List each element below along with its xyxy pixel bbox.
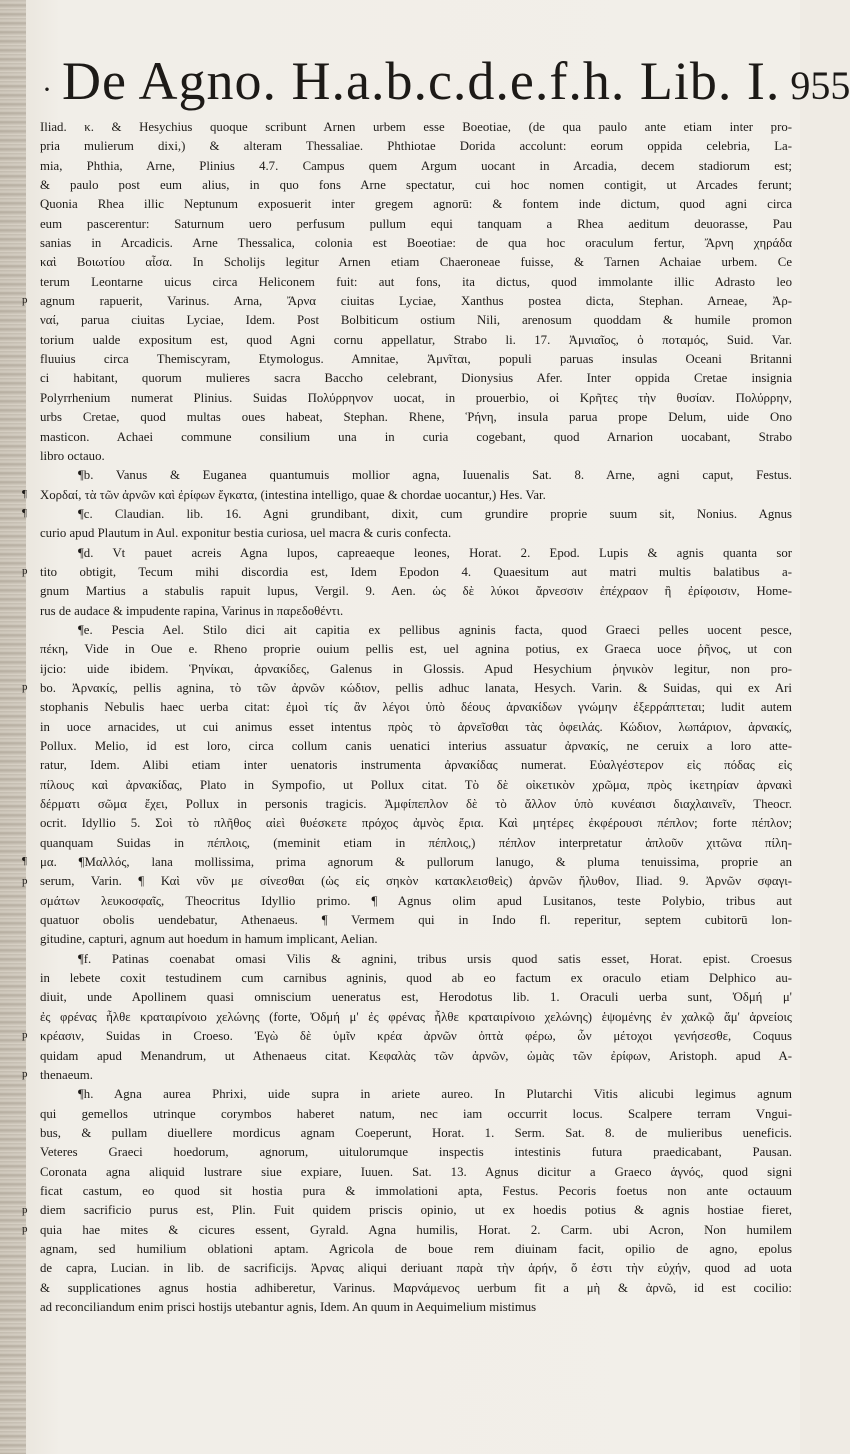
margin-mark: p xyxy=(22,565,28,578)
text-line: ¶d. Vt pauet acreis Agna lupos, capreaeque leones, Horat. 2. Epod. Lupis & agnis quanta sor xyxy=(78,545,792,560)
margin-mark: p xyxy=(22,1029,28,1042)
text-line: terum Leontarne uicus circa Heliconem fuit: aut fons, ita dictus, quod immolante illic Adrasto leo xyxy=(40,274,792,289)
text-line: diuit, unde Apollinem quasi omniscium ueneratus est, Herodotus lib. 1. Oraculi uerba sunt, Ὀδμή μ' xyxy=(40,990,792,1005)
text-line: stophanis Nebulis haec uerba citat: ἐμοὶ τίς ἂν λέγοι ὑπὸ δέους ἀρνακίδων γνώμην ἐξερράπτεται; ludit autem xyxy=(40,700,792,715)
text-line: πίλους καὶ ἀρνακίδας, Plato in Sympofio, ut Pollux citat. Τὸ δὲ οἰκετικὸν χρῶμα, πρὸς ἱκετηρίαν ἀρνακὶ xyxy=(40,777,792,792)
header-dot: · xyxy=(42,73,52,106)
text-line: σμάτων λευκοσφαῖς, Theocritus Idyllio primo. ¶ Agnus olim apud Lusitanos, teste Polybio, tribus aut xyxy=(40,893,792,908)
margin-mark: p xyxy=(22,1222,28,1235)
text-line: Χορδαί, τὰ τῶν ἀρνῶν καὶ ἐρίφων ἔγκατα, (intestina intelligo, quae & chordae uocantur,) Hes. Var. xyxy=(40,487,546,502)
text-line: ¶c. Claudian. lib. 16. Agni grundibant, dixit, cum grundire proprie suum sit, Nonius. Agnus xyxy=(78,506,792,521)
text-line: in lebete coxit testudinem cum carnibus agninis, quod ab eo factum ex oraculo etiam Delphico au- xyxy=(40,971,792,986)
text-line: Veteres Graeci hoedorum, agnorum, uitulorumque inspectis intestinis futura praedicabant, Pausan. xyxy=(40,1145,792,1160)
text-line: qui gemellos utrinque corymbos haberet natum, nec iam occurrit locus. Scalpere terram Vngui- xyxy=(40,1106,792,1121)
margin-mark: p xyxy=(22,1203,28,1216)
text-line: Pollux. Melio, id est loro, circa collum canis uenatici interius assuatur ἀρνακίς, ne ceruix a loro atte- xyxy=(40,739,792,753)
text-line: ci habitant, quorum mulieres sacra Baccho celebrant, Dionysius Afer. Inter oppida Cretae insignia xyxy=(40,371,792,386)
margin-marks xyxy=(22,118,40,1438)
text-line: serum, Varin. ¶ Καὶ νῦν με σίνεσθαι (ὡς εἰς σηκὸν κατακλεισθεὶς) ἀρνῶν ἤλυθον, Iliad. 9. Ἀρνῶν σφαγι- xyxy=(40,874,792,889)
margin-mark: p xyxy=(22,294,28,307)
text-line: Coronata agna aliquid lustrare siue expiare, Iuuen. Sat. 13. Agnus dicitur a Graeco ἁγνός, quod signi xyxy=(40,1164,792,1179)
text-line: masticon. Achaei commune consilium una in curia cogebant, quod Arnarion uocabant, Strabo xyxy=(40,429,792,444)
text-line: sanias in Arcadicis. Arne Thessalica, colonia est Boeotiae: de qua hoc oraculum fertur, Ἄρνη χηράδα xyxy=(40,236,792,251)
text-line: tito obtigit, Tecum mihi discordia est, Idem Epodon 4. Quaesitum aut matri multis balatibus a- xyxy=(40,564,792,579)
text-line: eum pascerentur: Saturnum uero perfusum pullum equi tanquam a Rhea aeditum deuorasse, Pau xyxy=(40,216,792,231)
text-line: rus de audace & impudente rapina, Varinus in παρεδοθέντι. xyxy=(40,603,344,618)
text-line: quia hae mites & cicures essent, Gyrald. Agna humilis, Horat. 2. Carm. ubi Acron, Non humilem xyxy=(40,1222,792,1237)
text-line: ¶h. Agna aurea Phrixi, uide supra in ariete aureo. In Plutarchi Vitis alicubi legimus agnum xyxy=(78,1087,792,1102)
text-line: Polyrrhenium numerat Plinius. Suidas Πολύρρηνον uocat, in prouerbio, οἱ Κρῆτες τὴν θυσίαν. Πολύρρην, xyxy=(40,390,792,405)
text-line: de capra, Lucian. in lib. de sacrificijs. Ἀρνας aliqui deriuant παρὰ τὴν ἀρήν, ὅ ἐστι τὴν εὐχήν, quod ad uota xyxy=(40,1261,792,1276)
margin-mark: p xyxy=(22,874,28,887)
text-line: κρέασιν, Suidas in Croeso. Ἐγὼ δὲ ὑμῖν κρέα ἀρνῶν ὀπτὰ φέρω, ὧν μέτοχοι γενήσεσθε, Coquus xyxy=(40,1029,792,1044)
text-line: diem sacrificio purus est, Plin. Fuit quidem priscis opinio, ut ex hoedis potius & agnis hostiae fieret, xyxy=(40,1203,792,1218)
text-line: ijcio: uide ibidem. Ῥηνίκαι, ἀρνακίδες, Galenus in Glossis. Apud Hesychium ῥηνικὸν legitur, non pro- xyxy=(40,661,792,676)
text-line: μα. ¶Μαλλός, lana mollissima, prima agnorum & pullorum lanugo, & pluma tenuissima, proprie an xyxy=(40,855,792,870)
text-line: fluuius circa Themiscyram, Etymologus. Amnitae, Ἀμνῖται, populi paruas insulas Oceani Britanni xyxy=(40,352,792,367)
page-number: 955 xyxy=(790,63,850,108)
running-header xyxy=(42,51,850,116)
text-line: πέκη, Vide in Oue e. Rheno proprie ouium pellis est, uel agnina potius, ex Graeca uoce ῥῆνος, ut con xyxy=(40,642,792,657)
text-line: pria mulierum dixi,) & alteram Thessaliae. Phthiotae Dorida accolunt: eorum oppida celebria, La- xyxy=(40,139,792,154)
margin-mark: p xyxy=(22,1068,28,1081)
text-line: ¶e. Pescia Ael. Stilo dici ait capitia ex pellibus agninis facta, quod Graeci pelles uocent pesce, xyxy=(78,622,792,637)
text-line: ocrit. Idyllio 5. Σοὶ τὸ πλῆθος αἰεὶ θυέσκετε πρόχος ἀμνὸς ἔρια. Καὶ μητέρες ἐκφέρουσι πέπλον; forte πέπλον; xyxy=(40,816,792,831)
text-line: ¶b. Vanus & Euganea quantumuis mollior agna, Iuuenalis Sat. 8. Arne, agni caput, Festus. xyxy=(78,468,792,483)
body-text xyxy=(40,118,792,1438)
text-line: libro octauo. xyxy=(40,448,105,463)
text-line: ἐς φρένας ἦλθε κραταιρίνοιο χελώνης (forte, Ὀδμή μ' ἐς φρένας ἦλθε κραταιρίνοιο χελώνης) ἑψομένης ἐν χαλκῷ ἅμ' ἀρνείοις xyxy=(40,1009,792,1024)
text-line: agnum rapuerit, Varinus. Arna, Ἄρνα ciuitas Lyciae, Xanthus postea dicta, Stephan. Arneae, Ἀρ- xyxy=(40,294,792,309)
text-line: quanquam Suidas in πέπλοις, (meminit etiam in πέπλοις,) πέπλον interpretatur ἀπλοῦν χιτῶνα πίλη- xyxy=(40,835,792,850)
text-line: in uoce arnacides, ut cui animus esset intentus πρὸς τὸ ἀρνεῖσθαι τὰς ὀφειλάς. Κώδιον, λωπάριον, ἀρνακίς, xyxy=(40,719,792,734)
text-line: quidam apud Menandrum, ut Athenaeus citat. Κεφαλὰς τῶν ἀρνῶν, ὠμὰς τῶν ἐρίφων, Aristoph. apud A- xyxy=(40,1048,792,1063)
margin-mark: ¶ xyxy=(22,487,27,500)
margin-mark: ¶ xyxy=(22,507,27,519)
text-line: Quonia Rhea illic Neptunum exposuerit inter gregem agnorū: & fontem inde dictum, quod agni circa xyxy=(40,197,792,212)
text-line: & supplicationes agnus hostia adhiberetur, Varinus. Μαρνάμενος uerbum fit a μὴ & ἀρνῶ, id est cocilio: xyxy=(40,1280,792,1295)
text-line: δέρματι σῶμα ἔχει, Pollux in personis tragicis. Ἀμφίπεπλον δὲ τὸ ἄλλον ὑπὸ κυνέαισι διαχλαινεῖν, Theocr. xyxy=(40,797,792,812)
text-line: ναί, parua ciuitas Lyciae, Idem. Post Bolbiticum ostium Nili, arenosum quoddam & humile promon xyxy=(40,313,792,328)
margin-mark: ¶ xyxy=(22,855,27,868)
margin-mark: p xyxy=(22,681,28,694)
text-line: agnam, sed humilium oblationi aptam. Agricola de boue rem diuinam facit, opilio de agno, epolus xyxy=(40,1241,792,1256)
text-line: & paulo post eum alius, in quo fons Arne spectatur, cui hoc nomen contigit, ut Arcades ferunt; xyxy=(40,178,792,193)
text-line: ratur, Idem. Alibi etiam inter uenatoris instrumenta ἀρνακίδας numerat. Εὐαλγέστερον εἰς πόδας εἰς xyxy=(40,758,792,773)
text-line: Iliad. κ. & Hesychius quoque scribunt Arnen urbem esse Boeotiae, (de qua paulo ante etiam inter pro- xyxy=(40,120,792,134)
text-line: ficat castum, eo quod sit hostia pura & immolationi apta, Festus. Pecoris foetus non ante octauum xyxy=(40,1183,792,1198)
page-title: De Agno. H.a.b.c.d.e.f.h. Lib. I. xyxy=(62,51,781,111)
text-line: ¶f. Patinas coenabat omasi Vilis & agnini, tribus ursis quod satis esset, Horat. epist. Croesus xyxy=(78,951,792,966)
text-line: curio apud Plautum in Aul. exponitur bestia curiosa, uel macra & curis confecta. xyxy=(40,526,452,541)
text-line: καὶ Βοιωτίου αἶσα. In Scholijs legitur Arnen etiam Chaeroneae fuisse, & Tarnen Achaiae urbem. Ce xyxy=(40,255,792,270)
text-line: bus, & pullam diuellere mordicus agnam Coeperunt, Horat. 1. Serm. Sat. 8. de mulieribus ueneficis. xyxy=(40,1125,792,1140)
text-line: quatuor obolis uendebatur, Athenaeus. ¶ Vermem qui in Indo fl. reperitur, septem cubitorū lon- xyxy=(40,913,792,928)
text-line: gitudine, capturi, agnum aut hoedum in hamum implicant, Aelian. xyxy=(40,932,378,947)
text-line: mia, Phthia, Arne, Plinius 4.7. Campus quem Argum uocant in Arcadia, decem stadiorum est; xyxy=(40,158,792,173)
text-line: torium ualde expositum est, quod Agni cornu appellatur, Strabo li. 17. Ἀμνιαῖος, ὁ ποταμός, Suid. Var. xyxy=(40,332,792,347)
text-line: bo. Ἀρνακίς, pellis agnina, τὸ τῶν ἀρνῶν κώδιον, pellis adhuc lanata, Hesych. Varin. & Suidas, qui ex Ari xyxy=(40,680,792,695)
text-line: thenaeum. xyxy=(40,1067,93,1082)
text-line: gnum Martius a stabulis rapuit lupus, Vergil. 9. Aen. ὡς δὲ λύκοι ἄρνεσσιν ἐπέχραον ἢ ἐρίφοισιν, Home- xyxy=(40,584,792,599)
text-line: urbs Cretae, quod multas oues habeat, Stephan. Rhene, Ῥήνη, insula parua prope Delum, uide Ono xyxy=(40,410,792,425)
text-line: ad reconciliandum enim prisci hostijs utebantur agnis, Idem. An quum in Aequimelium mistimus xyxy=(40,1299,537,1314)
